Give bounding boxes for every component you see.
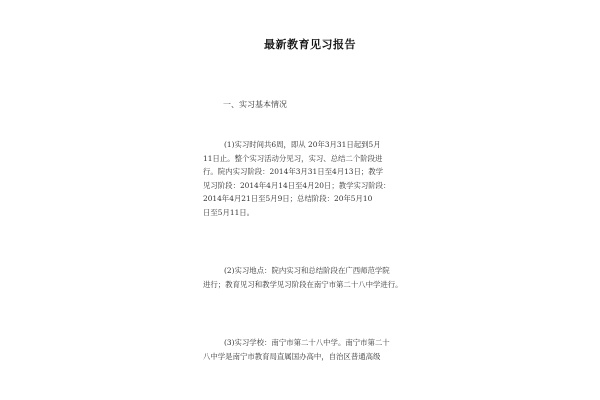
paragraph-line: 2014年4月21日至5月9日；总结阶段：20年5月10 xyxy=(203,194,373,203)
paragraph-line: 八中学是南宁市教育局直属国办高中，自治区普通高级 xyxy=(203,351,381,361)
paragraph-line: (2)实习地点：院内实习和总结阶段在广西师范学院 xyxy=(224,266,390,275)
document-page xyxy=(160,0,460,400)
document-title: 最新教育见习报告 xyxy=(264,38,356,51)
paragraph-internship-school xyxy=(203,336,418,363)
paragraph-line: 11日止。整个实习活动分见习，实习、总结二个阶段进 xyxy=(203,153,383,163)
section-heading: 一、实习基本情况 xyxy=(223,100,287,109)
paragraph-line: (3)实习学校：南宁市第二十八中学。南宁市第二十 xyxy=(224,338,390,347)
paragraph-line: (1)实习时间共6周，即从 20年3月31日起到5月 xyxy=(224,140,381,149)
paragraph-line: 进行；教育见习和教学见习阶段在南宁市第二十八中学进行。 xyxy=(203,279,403,289)
paragraph-internship-location xyxy=(203,264,418,291)
paragraph-line: 日至5月11日。 xyxy=(203,207,255,217)
paragraph-line: 行。院内实习阶段：2014年3月31日至4月13日；教学 xyxy=(203,167,384,176)
paragraph-line: 见习阶段：2014年4月14日至4月20日；教学实习阶段： xyxy=(203,180,391,190)
paragraph-internship-time xyxy=(203,138,418,219)
